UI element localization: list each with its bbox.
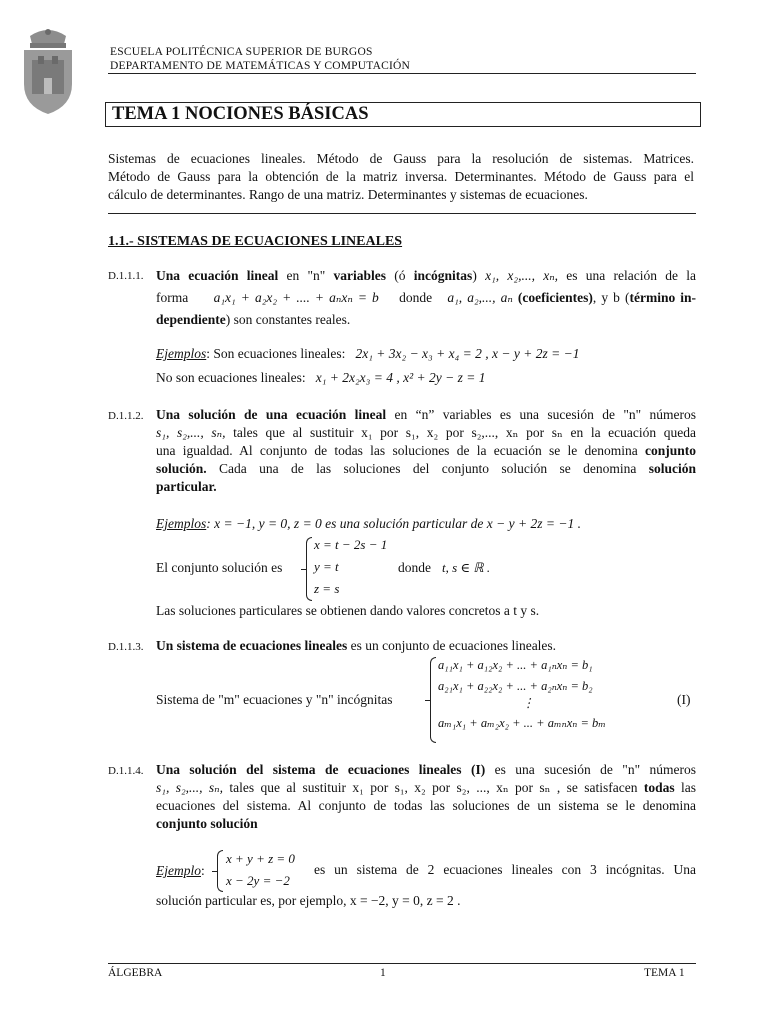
example-1: Ejemplos: Son ecuaciones lineales: 2x₁ + 3x₂ − x₃ + x₄ = 2 , x − y + 2z = −1 <box>156 346 580 361</box>
definition-3: Un sistema de ecuaciones lineales es un conjunto de ecuaciones lineales. <box>156 638 557 653</box>
general-system: a₁₁x₁ + a₁₂x₂ + ... + a₁ₙxₙ = b₁ a₂₁x₁ + a₂₂x₂ + ... + a₂ₙxₙ = b₂ ⋮ aₘ₁x₁ + aₘ₂x₂ + ... + aₘₙxₙ = bₘ <box>438 658 606 730</box>
page-number: 1 <box>380 967 386 979</box>
footer-subject: ÁLGEBRA <box>108 967 163 979</box>
footer-rule <box>108 963 696 964</box>
intro-paragraph <box>108 150 694 204</box>
solution-system: x = t − 2s − 1 y = t z = s <box>314 537 388 596</box>
definition-4: Una solución del sistema de ecuaciones lineales (I) es una sucesión de "n" números s₁, s₂,..., sₙ, tales que al sustituir x₁ por s₁, x₂ por s₂, ..., xₙ por sₙ , se satisfacen todas las ecuaciones del sistema. Al conjunto de todas las soluciones de un sistema se le denomina conjunto solución <box>156 762 696 831</box>
header-rule <box>108 73 696 74</box>
donde-label: donde <box>398 560 431 575</box>
example-3: Ejemplos: x = −1, y = 0, z = 0 es una solución particular de x − y + 2z = −1 . <box>156 516 581 531</box>
brace <box>217 850 223 892</box>
definition-label: D.1.1.2. <box>108 410 144 422</box>
solution-set-label: El conjunto solución es <box>156 560 283 575</box>
intro-rule <box>108 213 696 214</box>
example-system: x + y + z = 0 x − 2y = −2 <box>226 851 295 888</box>
intro-line: cálculo de determinantes. Rango de una matriz. Determinantes y sistemas de ecuaciones. <box>108 187 588 202</box>
intro-line: Sistemas de ecuaciones lineales. Método de Gauss para la resolución de sistemas. Matrices. <box>108 151 694 166</box>
example-4-solution: solución particular es, por ejemplo, x = −2, y = 0, z = 2 . <box>156 893 461 908</box>
definition-label: D.1.1.4. <box>108 765 144 777</box>
brace <box>430 657 436 743</box>
system-description: Sistema de "m" ecuaciones y "n" incógnitas <box>156 692 393 707</box>
page-title: TEMA 1 NOCIONES BÁSICAS <box>105 102 701 127</box>
university-crest-logo <box>20 26 76 116</box>
brace <box>306 537 312 601</box>
example-4-text: es un sistema de 2 ecuaciones lineales con 3 incógnitas. Una <box>314 862 696 877</box>
definition-1: Una ecuación lineal en "n" variables (ó incógnitas) x₁, x₂,..., xₙ, es una relación de la forma a₁x₁ + a₂x₂ + .... + aₙxₙ = b donde a₁, a₂,..., aₙ (coeficientes), y b (término in- dependiente) son constantes reales. <box>156 268 697 327</box>
school-name: ESCUELA POLITÉCNICA SUPERIOR DE BURGOS <box>110 46 373 58</box>
example-label: Ejemplo: <box>156 863 205 878</box>
parameter-domain: t, s ∈ ℝ . <box>442 560 491 575</box>
definition-2: Una solución de una ecuación lineal en “n” variables es una sucesión de "n" números s₁, s₂,..., sₙ, tales que al sustituir x₁ por s₁, x₂ por s₂,..., xₙ por sₙ en la ecuación queda una igualdad. Al conjunto de todas las soluciones de la ecuación se le denomina conjunto solución. Cada una de las soluciones del conjunto solución se denomina solución particular. <box>156 407 697 494</box>
definition-label: D.1.1.3. <box>108 641 144 653</box>
definition-label: D.1.1.1. <box>108 270 144 282</box>
intro-line: Método de Gauss para la obtención de la matriz inversa. Determinantes. Método de Gauss para el <box>108 169 694 184</box>
department-name: DEPARTAMENTO DE MATEMÁTICAS Y COMPUTACIÓN <box>110 60 411 72</box>
system-tag: (I) <box>677 692 691 707</box>
term: Una ecuación lineal <box>156 268 279 283</box>
particular-solutions-note: Las soluciones particulares se obtienen dando valores concretos a t y s. <box>156 603 540 618</box>
linear-equation: a₁x₁ + a₂x₂ + .... + aₙxₙ = b <box>213 290 379 305</box>
section-title: 1.1.- SISTEMAS DE ECUACIONES LINEALES <box>108 234 403 249</box>
footer-topic: TEMA 1 <box>644 967 685 979</box>
example-2: No son ecuaciones lineales: x₁ + 2x₂x₃ = 4 , x² + 2y − z = 1 <box>156 370 486 385</box>
